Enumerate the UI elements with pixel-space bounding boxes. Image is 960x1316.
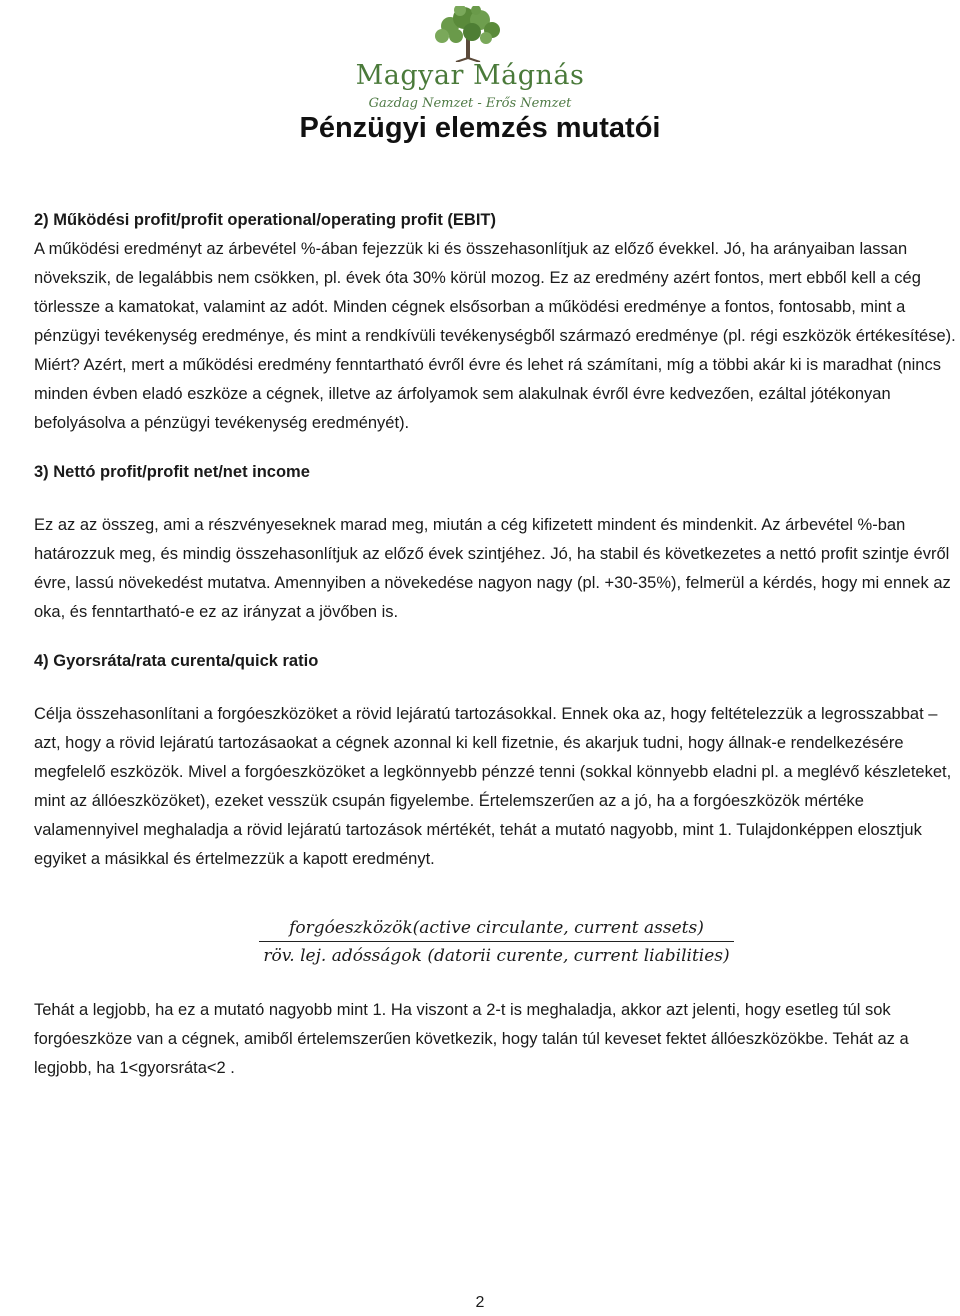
formula-numerator: forgóeszközök(active circulante, current assets) [289,918,704,938]
document-body [34,206,959,1083]
tree-icon [350,6,590,62]
section-4-text: Célja összehasonlítani a forgóeszközöket a rövid lejáratú tartozásokkal. Ennek oka az, hogy feltételezzük a legrosszabbat – azt, hogy a rövid lejáratú tartozásaokat a cégnek azonnal ki kell fizetnie, és akarjuk tudni, hogy állnak-e rendelkezésére megfelelő eszközök. Mivel a forgóeszközöket a legkönnyebb pénzzé tenni (sokkal könnyebb eladni pl. a meglévő készleteket, mint az állóeszközöket), ezeket vesszük csupán figyelembe. Értelemszerűen az a jó, ha a forgóeszközök mértéke valamennyivel meghaladja a rövid lejáratú tartozások mértékét, tehát a mutató nagyobb, mint 1. Tulajdonképpen elosztjuk egyiket a másikkal és értelmezzük a kapott eredményt. [34,705,952,868]
page-number: 2 [475,1294,485,1311]
logo [350,6,590,111]
formula-denominator: röv. lej. adósságok (datorii curente, current liabilities) [259,941,733,966]
section-2-heading: 2) Működési profit/profit operational/operating profit (EBIT) [34,211,496,229]
logo-subtitle: Gazdag Nemzet - Erős Nemzet [368,96,572,111]
section-3-text: Ez az az összeg, ami a részvényeseknek marad meg, miután a cég kifizetett mindent és mindenkit. Az árbevétel %-ban határozzuk meg, és mindig összehasonlítjuk az előző évek szintjéhez. Jó, ha stabil és következetes a nettó profit szintje évről évre, lassú növekedést mutatva. Amennyiben a növekedése nagyon nagy (pl. +30-35%), felmerül a kérdés, hogy mi ennek az oka, és fenntartható-e ez az irányzat a jövőben is. [34,516,951,621]
page-title: Pénzügyi elemzés mutatói [299,112,661,144]
section-3-heading: 3) Nettó profit/profit net/net income [34,463,310,481]
section-4-heading: 4) Gyorsráta/rata curenta/quick ratio [34,652,319,670]
logo-title: Magyar Mágnás [355,60,585,91]
section-2-text: A működési eredményt az árbevétel %-ában fejezzük ki és összehasonlítjuk az előző évekkel. Jó, ha arányaiban lassan növekszik, de legalábbis nem csökken, pl. évek óta 30% körül mozog. Ez az eredmény azért fontos, mert ebből kell a cég törlessze a kamatokat, valamint az adót. Minden cégnek elsősorban a működési eredménye a fontos, fontosabb, mint a pénzügyi tevékenység eredménye, és mint a rendkívüli tevékenységből származó eredménye (pl. régi eszközök értékesítése). Miért? Azért, mert a működési eredmény fenntartható évről évre és lehet rá számítani, míg a többi akár ki is maradhat (nincs minden évben eladó eszköze a cégnek, illetve az árfolyamok sem alakulnak évről évre kedvezően, ezáltal jótékonyan befolyásolva a pénzügyi tevékenység eredményét). [34,240,956,432]
quick-ratio-formula [34,918,959,966]
section-4-conclusion: Tehát a legjobb, ha ez a mutató nagyobb mint 1. Ha viszont a 2-t is meghaladja, akkor azt jelenti, hogy esetleg túl sok forgóeszköze van a cégnek, amiből értelemszerűen következik, hogy talán túl keveset fektet állóeszközökbe. Tehát az a legjobb, ha 1<gyorsráta<2 . [34,1001,909,1077]
